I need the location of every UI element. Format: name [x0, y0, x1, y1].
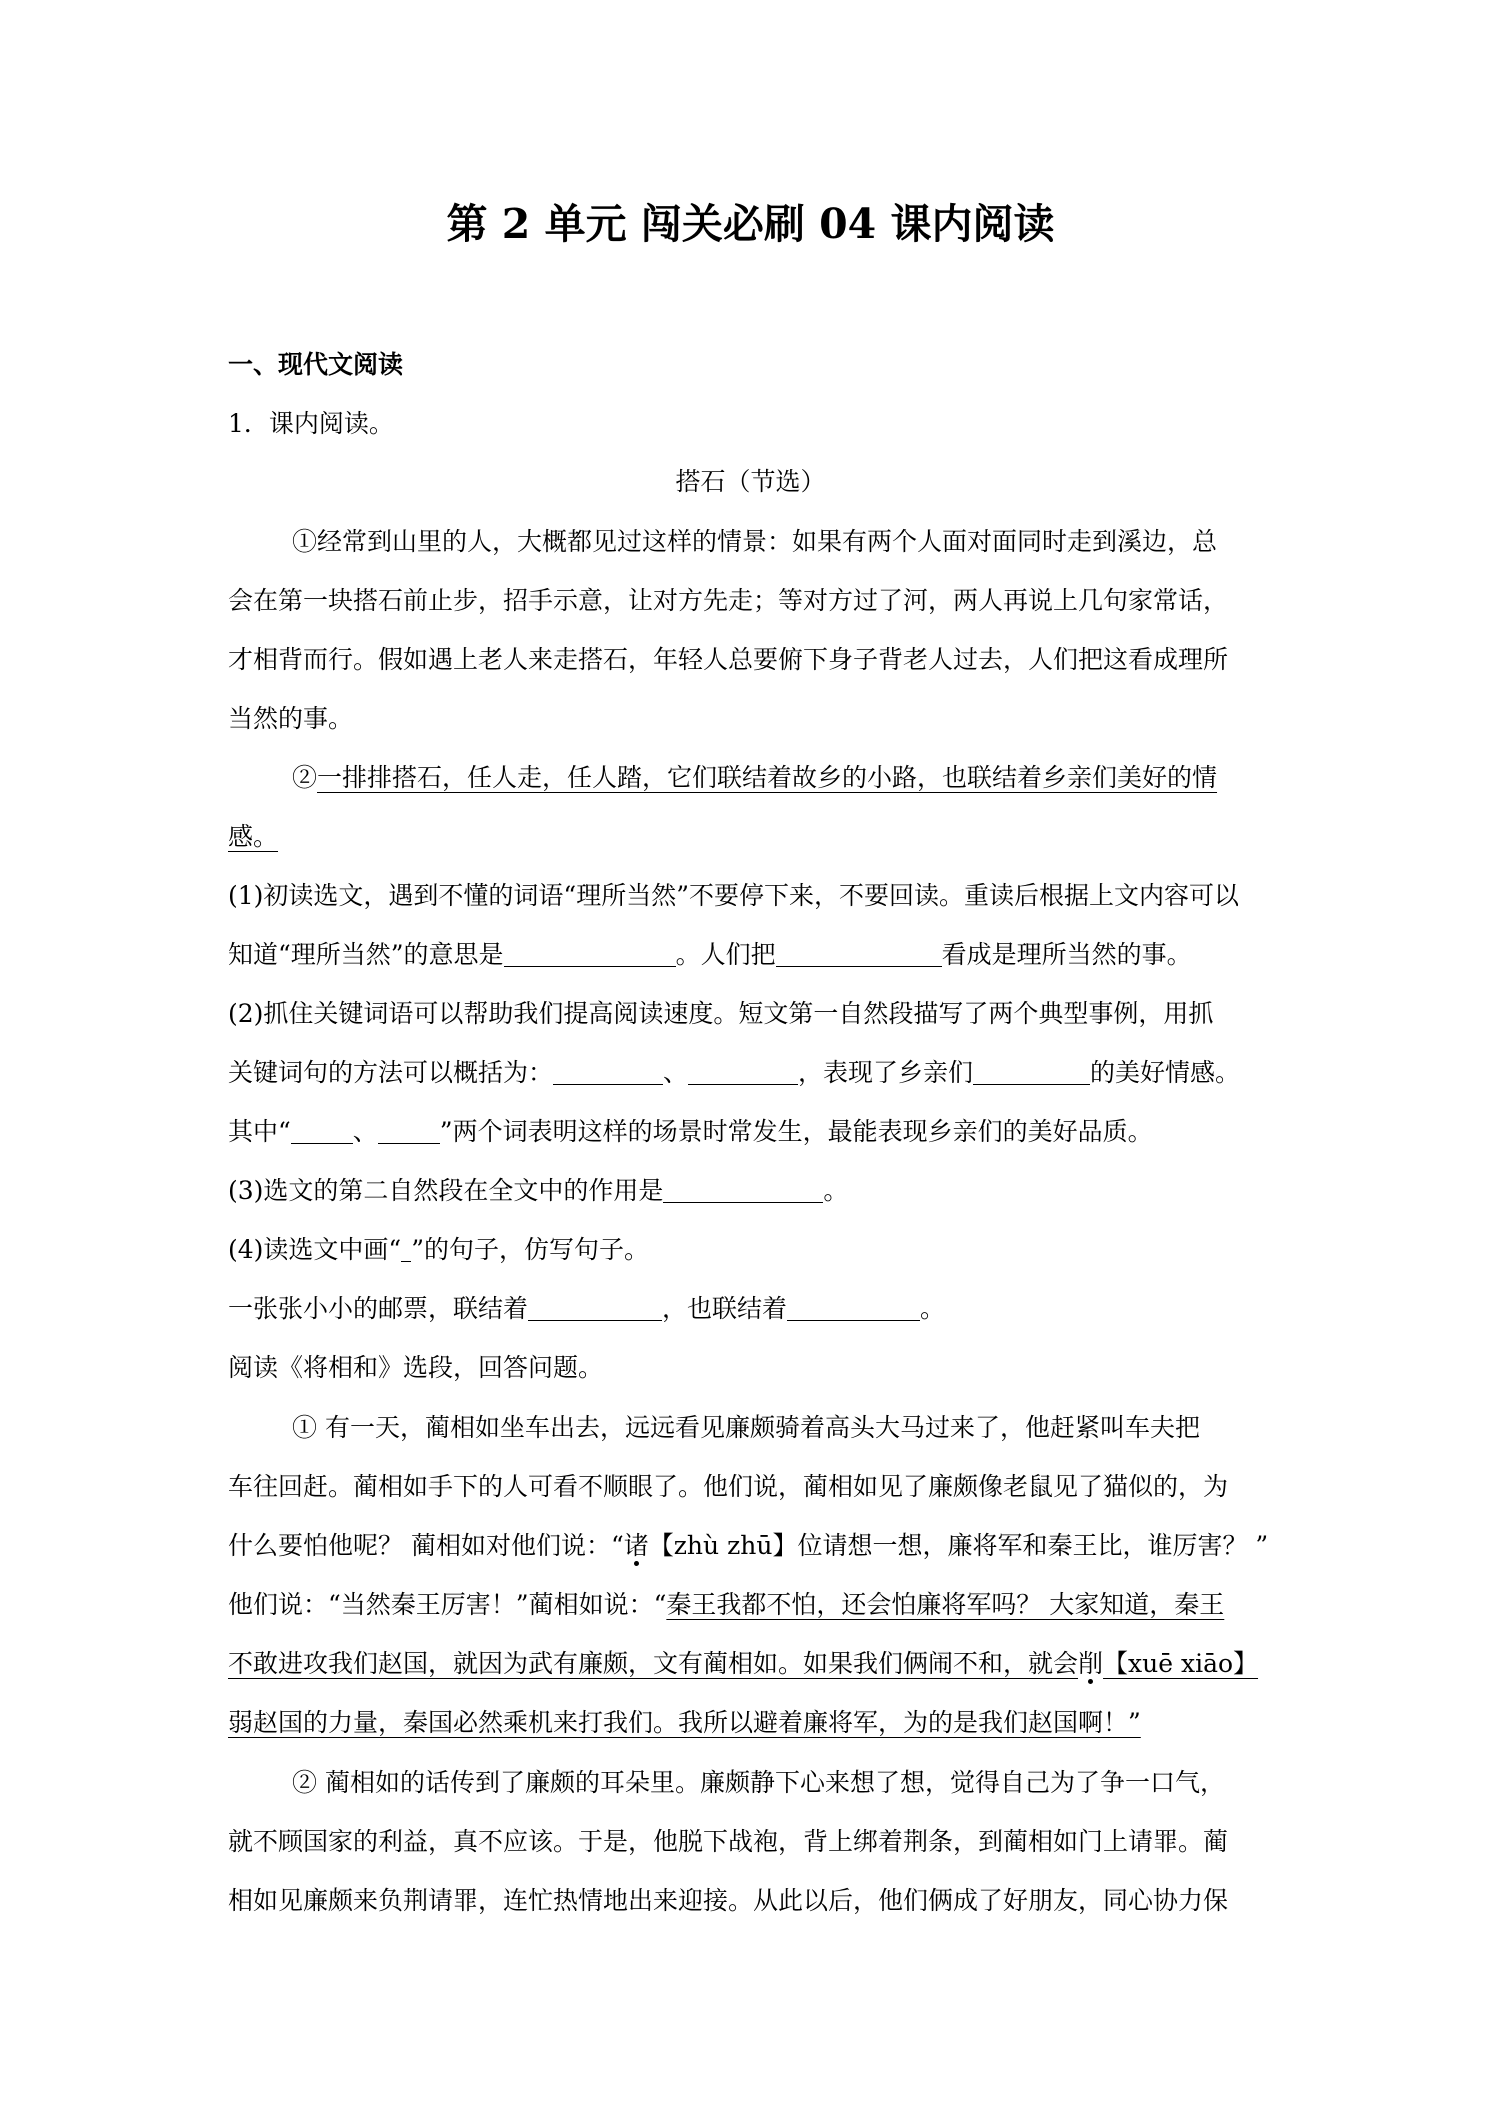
answer-blank[interactable] [787, 1290, 920, 1321]
answer-blank[interactable] [688, 1054, 798, 1085]
underlined-sentence: 秦王我都不怕，还会怕廉将军吗？ 大家知道，秦王 [666, 1590, 1225, 1619]
reading-2-intro: 阅读《将相和》选段，回答问题。 [228, 1353, 604, 1382]
subquestion-2-line: (2)抓住关键词语可以帮助我们提高阅读速度。短文第一自然段描写了两个典型事例，用抓 [228, 999, 1214, 1028]
paragraph-3-line: 车往回赶。蔺相如手下的人可看不顺眼了。他们说，蔺相如见了廉颇像老鼠见了猫似的，为 [228, 1472, 1229, 1501]
subquestion-3-line: (3)选文的第二自然段在全文中的作用是 。 [228, 1171, 848, 1211]
paragraph-2-line [228, 817, 278, 857]
answer-blank[interactable] [973, 1054, 1090, 1085]
paragraph-4-line: 就不顾国家的利益，真不应该。于是，他脱下战袍，背上绑着荆条，到蔺相如门上请罪。蔺 [228, 1827, 1229, 1856]
imitation-line: 一张张小小的邮票，联结着 ，也联结着 。 [228, 1289, 945, 1329]
subquestion-1-line: (1)初读选文，遇到不懂的词语“理所当然”不要停下来，不要回读。重读后根据上文内容可以 [228, 881, 1239, 910]
answer-blank[interactable] [291, 1113, 353, 1144]
paragraph-1-line: 会在第一块搭石前止步，招手示意，让对方先走；等对方过了河，两人再说上几句家常话， [228, 586, 1229, 615]
paragraph-3-line: 什么要怕他呢？ 蔺相如对他们说：“诸【zhù zhū】位请想一想，廉将军和秦王比，谁厉害？ ” [228, 1531, 1269, 1560]
paragraph-3-line [228, 1644, 1258, 1684]
paragraph-3-line: 他们说：“当然秦王厉害！”蔺相如说：“秦王我都不怕，还会怕廉将军吗？ 大家知道，秦王 [228, 1590, 1225, 1619]
section-heading-modern-reading: 一、现代文阅读 [228, 350, 404, 379]
underlined-sentence: 弱赵国的力量，秦国必然乘机来打我们。我所以避着廉将军，为的是我们赵国啊！” [228, 1708, 1141, 1737]
underlined-sentence: 【xuē xiāo】 [1103, 1649, 1259, 1678]
paragraph-3-line [228, 1703, 1141, 1743]
underlined-sentence: 不敢进攻我们赵国，就因为武有廉颇，文有蔺相如。如果我们俩闹不和，就会 [228, 1649, 1079, 1678]
underline-sample [401, 1231, 411, 1262]
paragraph-1-line: 才相背而行。假如遇上老人来走搭石，年轻人总要俯下身子背老人过去，人们把这看成理所 [228, 645, 1229, 674]
answer-blank[interactable] [378, 1113, 440, 1144]
paragraph-4-line: ② 蔺相如的话传到了廉颇的耳朵里。廉颇静下心来想了想，觉得自己为了争一口气， [292, 1768, 1225, 1797]
paragraph-number: ② [292, 763, 318, 792]
paragraph-3-line: ① 有一天，蔺相如坐车出去，远远看见廉颇骑着高头大马过来了，他赶紧叫车夫把 [292, 1413, 1200, 1442]
paragraph-1-line: 当然的事。 [228, 704, 354, 733]
paragraph-2-line [228, 758, 1217, 798]
subquestion-2-line: 其中“ 、 ”两个词表明这样的场景时常发生，最能表现乡亲们的美好品质。 [228, 1112, 1153, 1152]
dotted-character: 削 [1078, 1649, 1104, 1678]
answer-blank[interactable] [528, 1290, 662, 1321]
subquestion-4-line: (4)读选文中画“ ”的句子，仿写句子。 [228, 1230, 649, 1270]
answer-blank[interactable] [553, 1054, 663, 1085]
underlined-sentence: 感。 [228, 822, 279, 851]
paragraph-4-line: 相如见廉颇来负荆请罪，连忙热情地出来迎接。从此以后，他们俩成了好朋友，同心协力保 [228, 1886, 1229, 1915]
paragraph-1-line: ①经常到山里的人，大概都见过这样的情景：如果有两个人面对面同时走到溪边，总 [292, 527, 1218, 556]
answer-blank[interactable] [776, 936, 942, 967]
subquestion-1-line: 知道“理所当然”的意思是 。人们把 看成是理所当然的事。 [228, 935, 1192, 975]
answer-blank[interactable] [663, 1172, 823, 1203]
question-1-heading: 1．课内阅读。 [228, 409, 394, 438]
subquestion-2-line: 关键词句的方法可以概括为： 、 ，表现了乡亲们 的美好情感。 [228, 1053, 1240, 1093]
underlined-sentence: 一排排搭石，任人走，任人踏，它们联结着故乡的小路，也联结着乡亲们美好的情 [317, 763, 1218, 792]
page-title: 第 2 单元 闯关必刷 04 课内阅读 [446, 200, 1055, 248]
passage-title-dashi: 搭石（节选） [675, 467, 826, 496]
dotted-character: 诸 [623, 1531, 649, 1560]
answer-blank[interactable] [504, 936, 676, 967]
